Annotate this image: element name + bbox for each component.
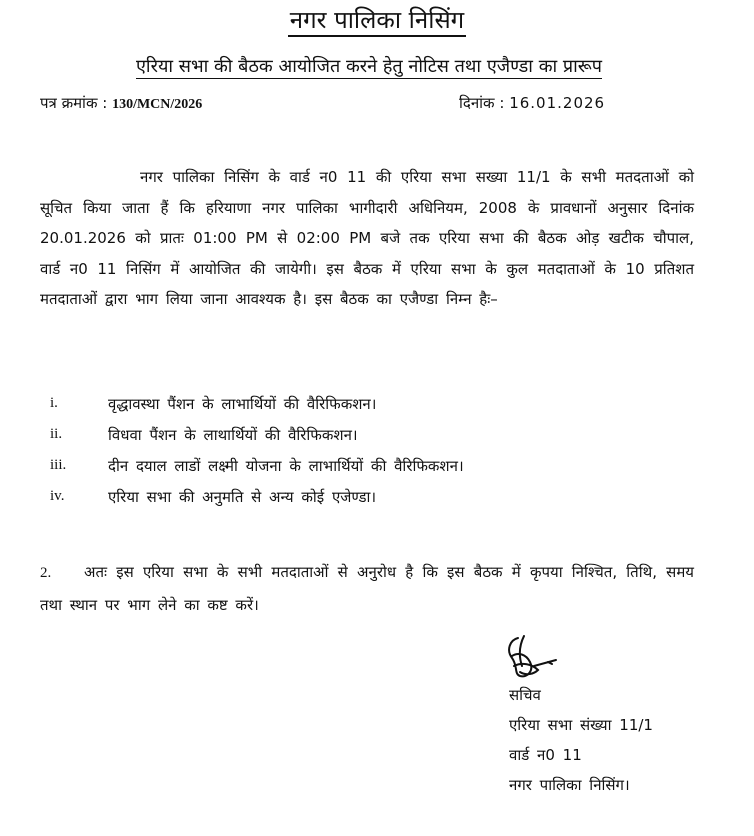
date-label: दिनांक : xyxy=(459,94,505,112)
signatory-designation: सचिव xyxy=(509,686,541,704)
request-text: अतः इस एरिया सभा के सभी मतदाताओं से अनुरोध है कि इस बैठक में कृपया निश्चित, तिथि, समय तथा स्थान पर भाग लेने का कष्ट करें। xyxy=(40,563,694,614)
agenda-text: विधवा पैंशन के लाथार्थियों की वैरिफिकशन। xyxy=(108,425,358,444)
signatory-area-sabha: एरिया सभा संख्या 11/1 xyxy=(509,716,653,734)
request-paragraph xyxy=(40,556,694,621)
date-value: 16.01.2026 xyxy=(509,94,606,112)
reference-label: पत्र क्रमांक : xyxy=(40,94,108,112)
reference-number: 130/MCN/2026 xyxy=(112,97,203,112)
agenda-marker: iv. xyxy=(50,488,65,504)
notice-paragraph: नगर पालिका निसिंग के वार्ड न0 11 की एरिया सभा सख्या 11/1 के सभी मतदताओं को सूचित किया जाता हैं कि हरियाणा नगर पालिका भागीदारी अधिनियम, 2008 के प्रावधानों अनुसार दिनांक 20.01.2026 को प्रातः 01:00 PM से 02:00 PM बजे तक एरिया सभा की बैठक ओड़ खटीक चौपाल, वार्ड न0 11 निसिंग में आयोजित की जायेगी। इस बैठक में एरिया सभा के कुल मतदाताओं के 10 प्रतिशत मतदाताओं द्वारा भाग लिया जाना आवश्यक है। इस बैठक का एजैण्डा निम्न हैः– xyxy=(40,168,694,308)
agenda-marker: i. xyxy=(50,395,58,411)
agenda-marker: iii. xyxy=(50,457,67,473)
agenda-list xyxy=(50,388,670,512)
signatory-municipality: नगर पालिका निसिंग। xyxy=(509,776,630,794)
agenda-marker: ii. xyxy=(50,426,63,442)
agenda-item xyxy=(50,481,670,512)
document-title xyxy=(0,4,754,36)
agenda-text: एरिया सभा की अनुमति से अन्य कोई एजेण्डा। xyxy=(108,487,377,506)
agenda-item xyxy=(50,419,670,450)
paragraph-number: 2. xyxy=(40,565,52,581)
signatory-block xyxy=(509,680,653,800)
agenda-item xyxy=(50,388,670,419)
signature-icon xyxy=(504,632,564,680)
document-subtitle xyxy=(0,54,738,80)
agenda-item xyxy=(50,450,670,481)
agenda-text: वृद्धावस्था पैंशन के लाभार्थियों की वैरिफिकशन। xyxy=(108,394,377,413)
signatory-ward: वार्ड न0 11 xyxy=(509,746,582,764)
letter-date xyxy=(459,92,605,114)
title-text: नगर पालिका निसिंग xyxy=(288,6,466,37)
letter-reference xyxy=(40,92,202,116)
agenda-text: दीन दयाल लाडों लक्ष्मी योजना के लाभार्थियों की वैरिफिकशन। xyxy=(108,456,464,475)
subtitle-text: एरिया सभा की बैठक आयोजित करने हेतु नोटिस तथा एजैण्डा का प्रारूप xyxy=(135,56,603,77)
